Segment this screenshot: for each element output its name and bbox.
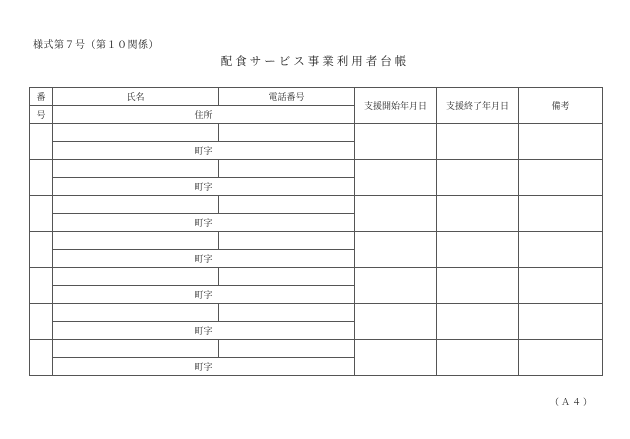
- town-label: 町字: [194, 147, 213, 157]
- entry-start-date-field[interactable]: [355, 160, 437, 196]
- entry-number-cell[interactable]: [30, 268, 53, 304]
- column-header-address: 住所: [53, 106, 355, 124]
- column-header-phone: 電話番号: [219, 88, 355, 106]
- entry-name-field[interactable]: [53, 304, 219, 322]
- page-title: 配食サービス事業利用者台帳: [220, 54, 410, 68]
- entry-start-date-field[interactable]: [355, 232, 437, 268]
- header-row-top: [30, 88, 603, 106]
- column-header-start-date: 支援開始年月日: [355, 88, 437, 124]
- entry-phone-field[interactable]: [219, 268, 355, 286]
- entry-end-date-field[interactable]: [437, 196, 519, 232]
- entry-name-field[interactable]: [53, 268, 219, 286]
- entry-phone-field[interactable]: [219, 196, 355, 214]
- entry-remarks-field[interactable]: [519, 196, 603, 232]
- column-header-name: 氏名: [53, 88, 219, 106]
- town-label: 町字: [194, 255, 213, 265]
- entry-name-field[interactable]: [53, 232, 219, 250]
- entry-address-field[interactable]: [53, 142, 355, 160]
- entry-row-top: [30, 268, 603, 286]
- entry-phone-field[interactable]: [219, 124, 355, 142]
- entry-address-field[interactable]: [53, 322, 355, 340]
- entry-number-cell[interactable]: [30, 160, 53, 196]
- entry-row-top: [30, 232, 603, 250]
- entry-row-top: [30, 196, 603, 214]
- entry-start-date-field[interactable]: [355, 196, 437, 232]
- entry-number-cell[interactable]: [30, 304, 53, 340]
- entry-number-cell[interactable]: [30, 340, 53, 376]
- entry-start-date-field[interactable]: [355, 124, 437, 160]
- entry-remarks-field[interactable]: [519, 160, 603, 196]
- entry-end-date-field[interactable]: [437, 340, 519, 376]
- form-number-label: 様式第７号（第１０関係）: [33, 40, 159, 51]
- entry-remarks-field[interactable]: [519, 268, 603, 304]
- entry-address-field[interactable]: [53, 178, 355, 196]
- entry-remarks-field[interactable]: [519, 340, 603, 376]
- entry-end-date-field[interactable]: [437, 268, 519, 304]
- town-label: 町字: [194, 219, 213, 229]
- entry-number-cell[interactable]: [30, 124, 53, 160]
- column-header-number-top: 番: [30, 88, 53, 106]
- entry-end-date-field[interactable]: [437, 232, 519, 268]
- entry-number-cell[interactable]: [30, 196, 53, 232]
- column-header-number-bottom: 号: [30, 106, 53, 124]
- entry-end-date-field[interactable]: [437, 124, 519, 160]
- entry-row-top: [30, 160, 603, 178]
- entry-remarks-field[interactable]: [519, 304, 603, 340]
- town-label: 町字: [194, 183, 213, 193]
- entry-remarks-field[interactable]: [519, 124, 603, 160]
- town-label: 町字: [194, 363, 213, 373]
- entry-start-date-field[interactable]: [355, 304, 437, 340]
- entry-end-date-field[interactable]: [437, 304, 519, 340]
- entry-row-top: [30, 304, 603, 322]
- entry-address-field[interactable]: [53, 250, 355, 268]
- entry-end-date-field[interactable]: [437, 160, 519, 196]
- entry-phone-field[interactable]: [219, 304, 355, 322]
- entry-row-top: [30, 124, 603, 142]
- town-label: 町字: [194, 291, 213, 301]
- entry-phone-field[interactable]: [219, 232, 355, 250]
- paper-size-label: （Ａ４）: [549, 398, 594, 408]
- entry-address-field[interactable]: [53, 214, 355, 232]
- entry-name-field[interactable]: [53, 196, 219, 214]
- entry-name-field[interactable]: [53, 340, 219, 358]
- entry-address-field[interactable]: [53, 358, 355, 376]
- town-label: 町字: [194, 327, 213, 337]
- column-header-remarks: 備考: [519, 88, 603, 124]
- column-header-end-date: 支援終了年月日: [437, 88, 519, 124]
- entry-name-field[interactable]: [53, 160, 219, 178]
- entry-phone-field[interactable]: [219, 340, 355, 358]
- entry-name-field[interactable]: [53, 124, 219, 142]
- entry-address-field[interactable]: [53, 286, 355, 304]
- entry-number-cell[interactable]: [30, 232, 53, 268]
- user-register-table: [29, 87, 603, 376]
- entry-row-top: [30, 340, 603, 358]
- entry-phone-field[interactable]: [219, 160, 355, 178]
- entry-remarks-field[interactable]: [519, 232, 603, 268]
- entry-start-date-field[interactable]: [355, 268, 437, 304]
- entry-start-date-field[interactable]: [355, 340, 437, 376]
